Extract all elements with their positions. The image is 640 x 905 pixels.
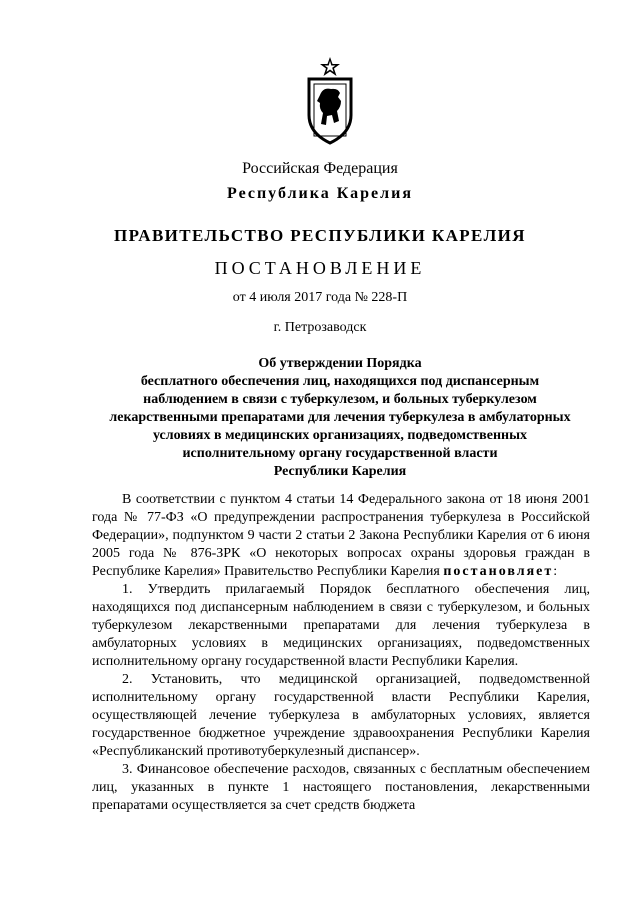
coat-of-arms-emblem [305, 55, 355, 145]
item-1-paragraph: 1. Утвердить прилагаемый Порядок бесплатного обеспечения лиц, находящихся под диспансерным наблюдением в связи с туберкулезом, и больных туберкулезом лекарственными препаратами для лечения туберкулеза в амбулаторных условиях в медицинских организациях, подведомственных исполнительному органу государственной власти Республики Карелия. [92, 582, 590, 669]
title-line: условиях в медицинских организациях, подведомственных [152, 428, 528, 443]
document-title [100, 355, 580, 481]
country-name: Российская Федерация [242, 160, 398, 177]
star-icon [320, 57, 340, 76]
authority-name: ПРАВИТЕЛЬСТВО РЕСПУБЛИКИ КАРЕЛИЯ [114, 226, 526, 245]
title-line: исполнительному органу государственной власти [182, 446, 498, 461]
title-line: бесплатного обеспечения лиц, находящихся под диспансерным [140, 374, 540, 389]
document-type: ПОСТАНОВЛЕНИЕ [214, 258, 426, 278]
republic-name: Республика Карелия [227, 185, 413, 202]
document-body [92, 491, 590, 815]
city: г. Петрозаводск [273, 320, 367, 335]
date-number: от 4 июля 2017 года № 228-П [232, 290, 408, 305]
preamble-paragraph [92, 491, 590, 581]
decree-colon: : [553, 564, 558, 579]
title-line: Об утверждении Порядка [258, 356, 422, 371]
item-2-paragraph: 2. Установить, что медицинской организацией, подведомственной исполнительному органу государственной власти Республики Карелия, осуществляющей лечение туберкулеза в амбулаторных условиях, является государственное бюджетное учреждение здравоохранения Республики Карелия «Республиканский противотуберкулезный диспансер». [92, 672, 590, 759]
title-line: Республики Карелия [273, 464, 407, 479]
decree-word: постановляет [443, 564, 554, 579]
item-3-paragraph: 3. Финансовое обеспечение расходов, связанных с бесплатным обеспечением лиц, указанных в пункте 1 настоящего постановления, лекарственными препаратами осуществляется за счет средств бюджета [92, 762, 590, 813]
preamble-text: В соответствии с пунктом 4 статьи 14 Федерального закона от 18 июня 2001 года № 77-ФЗ «О предупреждении распространения туберкулеза в Российской Федерации», подпунктом 9 части 2 статьи 2 Закона Республики Карелия от 6 июня 2005 года № 876-ЗРК «О некоторых вопросах охраны здоровья граждан в Республике Карелия» Правительство Республики Карелия [92, 492, 590, 579]
title-line: наблюдением в связи с туберкулезом, и больных туберкулезом [143, 392, 537, 407]
title-line: лекарственными препаратами для лечения туберкулеза в амбулаторных [109, 410, 571, 425]
